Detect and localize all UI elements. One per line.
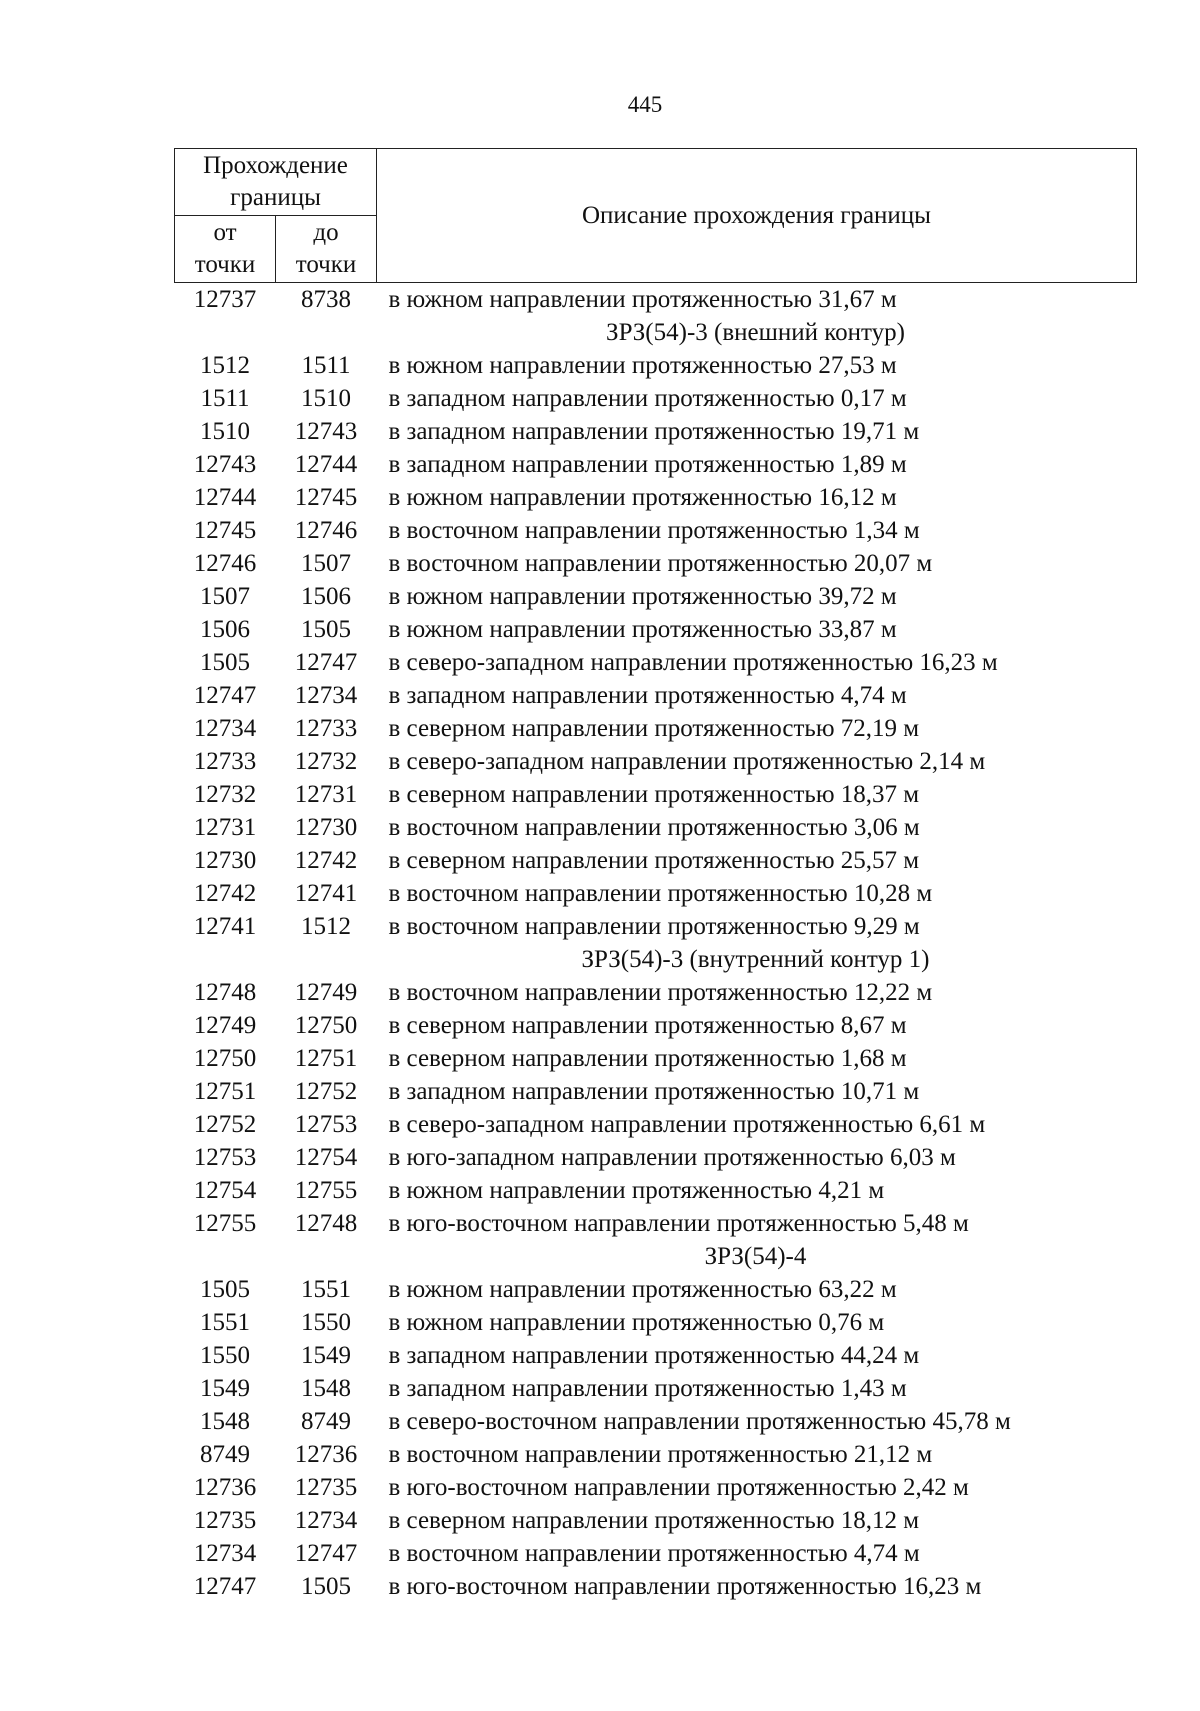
boundary-description: в северо-западном направлении протяженностью 6,61 м bbox=[388, 1111, 986, 1138]
boundary-description: в южном направлении протяженностью 33,87 м bbox=[388, 616, 897, 643]
to-point: 12747 bbox=[294, 649, 358, 676]
from-point: 1505 bbox=[200, 1276, 250, 1303]
table-row bbox=[175, 1009, 1137, 1042]
table-row bbox=[175, 1042, 1137, 1075]
boundary-description: в западном направлении протяженностью 10,71 м bbox=[388, 1078, 920, 1105]
table-row bbox=[175, 1174, 1137, 1207]
from-point: 12744 bbox=[193, 484, 257, 511]
table-row bbox=[175, 1273, 1137, 1306]
to-point: 12752 bbox=[294, 1078, 358, 1105]
from-point: 1512 bbox=[200, 352, 250, 379]
table-row bbox=[175, 1570, 1137, 1603]
from-point: 12753 bbox=[193, 1144, 257, 1171]
from-point: 12730 bbox=[193, 847, 257, 874]
to-point: 12753 bbox=[294, 1111, 358, 1138]
to-point: 12744 bbox=[294, 451, 358, 478]
from-point: 12732 bbox=[193, 781, 257, 808]
boundary-description: в южном направлении протяженностью 39,72 м bbox=[388, 583, 897, 610]
table-row bbox=[175, 415, 1137, 448]
boundary-description: в восточном направлении протяженностью 21,12 м bbox=[388, 1441, 933, 1468]
to-point: 12746 bbox=[294, 517, 358, 544]
page-number: 445 bbox=[627, 92, 663, 117]
table-row bbox=[175, 1207, 1137, 1240]
to-point: 12741 bbox=[294, 880, 358, 907]
table-row bbox=[175, 1438, 1137, 1471]
table-row bbox=[175, 1108, 1137, 1141]
boundary-description: в восточном направлении протяженностью 20,07 м bbox=[388, 550, 933, 577]
from-point: 12734 bbox=[193, 715, 257, 742]
to-point: 12734 bbox=[294, 682, 358, 709]
from-point: 12735 bbox=[193, 1507, 257, 1534]
boundary-description: в северо-западном направлении протяженностью 2,14 м bbox=[388, 748, 986, 775]
to-point: 12733 bbox=[294, 715, 358, 742]
to-header-line2: точки bbox=[295, 251, 357, 278]
boundary-description: в западном направлении протяженностью 19,71 м bbox=[388, 418, 920, 445]
table-row bbox=[175, 1372, 1137, 1405]
from-point: 12733 bbox=[193, 748, 257, 775]
table-row bbox=[175, 1141, 1137, 1174]
to-point: 12755 bbox=[294, 1177, 358, 1204]
from-point: 12748 bbox=[193, 979, 257, 1006]
to-point: 1549 bbox=[301, 1342, 351, 1369]
from-point: 1549 bbox=[200, 1375, 250, 1402]
from-point: 12745 bbox=[193, 517, 257, 544]
from-header-line1: от bbox=[213, 219, 237, 246]
boundary-description: в южном направлении протяженностью 0,76 м bbox=[388, 1309, 885, 1336]
table-body bbox=[175, 283, 1137, 1604]
from-point: 1550 bbox=[200, 1342, 250, 1369]
to-point: 12748 bbox=[294, 1210, 358, 1237]
to-point: 1507 bbox=[301, 550, 351, 577]
table-row bbox=[175, 1405, 1137, 1438]
from-point: 12734 bbox=[193, 1540, 257, 1567]
table-row bbox=[175, 1339, 1137, 1372]
from-point: 12747 bbox=[193, 682, 257, 709]
to-point: 8749 bbox=[301, 1408, 351, 1435]
boundary-description: в восточном направлении протяженностью 12,22 м bbox=[388, 979, 933, 1006]
boundary-description: в восточном направлении протяженностью 3,06 м bbox=[388, 814, 920, 841]
from-point: 12737 bbox=[193, 286, 257, 313]
table-row bbox=[175, 844, 1137, 877]
table-row bbox=[175, 448, 1137, 481]
to-point: 1505 bbox=[301, 616, 351, 643]
section-heading: ЗРЗ(54)-4 bbox=[704, 1243, 807, 1270]
boundary-description: в северном направлении протяженностью 8,67 м bbox=[388, 1012, 907, 1039]
to-point: 1511 bbox=[301, 352, 351, 379]
from-point: 1506 bbox=[200, 616, 250, 643]
to-point: 12749 bbox=[294, 979, 358, 1006]
description-header: Описание прохождения границы bbox=[377, 149, 1137, 283]
from-point: 12741 bbox=[193, 913, 257, 940]
table-row bbox=[175, 745, 1137, 778]
section-heading-row bbox=[175, 1240, 1137, 1273]
from-point: 12731 bbox=[193, 814, 257, 841]
to-point: 12735 bbox=[294, 1474, 358, 1501]
boundary-description: в южном направлении протяженностью 4,21 м bbox=[388, 1177, 885, 1204]
table-row bbox=[175, 1471, 1137, 1504]
from-point: 12742 bbox=[193, 880, 257, 907]
boundary-description: в юго-восточном направлении протяженностью 2,42 м bbox=[388, 1474, 969, 1501]
from-point: 12752 bbox=[193, 1111, 257, 1138]
to-point: 1550 bbox=[301, 1309, 351, 1336]
to-header-line1: до bbox=[313, 219, 339, 246]
to-point: 12754 bbox=[294, 1144, 358, 1171]
table-row bbox=[175, 976, 1137, 1009]
table-row bbox=[175, 382, 1137, 415]
table-row bbox=[175, 613, 1137, 646]
to-point: 12732 bbox=[294, 748, 358, 775]
table-row bbox=[175, 349, 1137, 382]
from-point: 12751 bbox=[193, 1078, 257, 1105]
section-heading: ЗРЗ(54)-3 (внешний контур) bbox=[606, 319, 905, 346]
to-point: 1505 bbox=[301, 1573, 351, 1600]
boundary-description: в северном направлении протяженностью 18,12 м bbox=[388, 1507, 920, 1534]
boundary-description: в западном направлении протяженностью 44,24 м bbox=[388, 1342, 920, 1369]
table-row bbox=[175, 514, 1137, 547]
table-row bbox=[175, 547, 1137, 580]
to-point: 8738 bbox=[301, 286, 351, 313]
from-point-header bbox=[175, 216, 276, 283]
boundary-description: в северо-западном направлении протяженностью 16,23 м bbox=[388, 649, 998, 676]
to-point: 12742 bbox=[294, 847, 358, 874]
to-point: 12730 bbox=[294, 814, 358, 841]
table-row bbox=[175, 1075, 1137, 1108]
to-point: 1506 bbox=[301, 583, 351, 610]
boundary-description: в западном направлении протяженностью 1,43 м bbox=[388, 1375, 907, 1402]
boundary-description: в южном направлении протяженностью 27,53 м bbox=[388, 352, 897, 379]
from-point: 12736 bbox=[193, 1474, 257, 1501]
to-point: 1510 bbox=[301, 385, 351, 412]
table-row bbox=[175, 1504, 1137, 1537]
table-row bbox=[175, 283, 1137, 317]
table-row bbox=[175, 910, 1137, 943]
from-point: 12747 bbox=[193, 1573, 257, 1600]
to-point: 12743 bbox=[294, 418, 358, 445]
table-row bbox=[175, 646, 1137, 679]
boundary-description: в восточном направлении протяженностью 10,28 м bbox=[388, 880, 933, 907]
section-heading: ЗРЗ(54)-3 (внутренний контур 1) bbox=[581, 946, 930, 973]
from-point: 8749 bbox=[200, 1441, 250, 1468]
boundary-description: в северном направлении протяженностью 72,19 м bbox=[388, 715, 920, 742]
table-row bbox=[175, 580, 1137, 613]
to-point: 12734 bbox=[294, 1507, 358, 1534]
from-point: 12749 bbox=[193, 1012, 257, 1039]
section-heading-row bbox=[175, 316, 1137, 349]
boundary-description: в западном направлении протяженностью 4,74 м bbox=[388, 682, 907, 709]
boundary-description: в северном направлении протяженностью 25,57 м bbox=[388, 847, 920, 874]
from-point: 12750 bbox=[193, 1045, 257, 1072]
boundary-description: в восточном направлении протяженностью 4,74 м bbox=[388, 1540, 920, 1567]
table-row bbox=[175, 811, 1137, 844]
boundary-description: в восточном направлении протяженностью 9,29 м bbox=[388, 913, 920, 940]
boundary-description: в северном направлении протяженностью 18,37 м bbox=[388, 781, 920, 808]
from-point: 1507 bbox=[200, 583, 250, 610]
from-point: 1511 bbox=[200, 385, 250, 412]
section-heading-row bbox=[175, 943, 1137, 976]
from-point: 1505 bbox=[200, 649, 250, 676]
boundary-description: в западном направлении протяженностью 0,17 м bbox=[388, 385, 907, 412]
to-point: 12745 bbox=[294, 484, 358, 511]
from-point: 12743 bbox=[193, 451, 257, 478]
boundary-description: в южном направлении протяженностью 63,22 м bbox=[388, 1276, 897, 1303]
table-header bbox=[175, 149, 1137, 283]
boundary-description: в южном направлении протяженностью 16,12 м bbox=[388, 484, 897, 511]
to-point: 12736 bbox=[294, 1441, 358, 1468]
boundary-description: в северном направлении протяженностью 1,68 м bbox=[388, 1045, 907, 1072]
boundary-description: в северо-восточном направлении протяженностью 45,78 м bbox=[388, 1408, 1011, 1435]
from-header-line2: точки bbox=[194, 251, 256, 278]
from-point: 12746 bbox=[193, 550, 257, 577]
from-point: 1548 bbox=[200, 1408, 250, 1435]
boundary-description: в юго-западном направлении протяженностью 6,03 м bbox=[388, 1144, 956, 1171]
boundary-description: в восточном направлении протяженностью 1,34 м bbox=[388, 517, 920, 544]
table-row bbox=[175, 481, 1137, 514]
table-row bbox=[175, 877, 1137, 910]
boundary-description: в юго-восточном направлении протяженностью 5,48 м bbox=[388, 1210, 969, 1237]
to-point: 12731 bbox=[294, 781, 358, 808]
group-header-line2: границы bbox=[230, 184, 321, 211]
table-row bbox=[175, 1537, 1137, 1570]
from-point: 12755 bbox=[193, 1210, 257, 1237]
to-point: 1512 bbox=[301, 913, 351, 940]
to-point: 12747 bbox=[294, 1540, 358, 1567]
to-point: 1548 bbox=[301, 1375, 351, 1402]
boundary-description: в западном направлении протяженностью 1,89 м bbox=[388, 451, 907, 478]
group-header-line1: Прохождение bbox=[203, 152, 348, 179]
to-point: 1551 bbox=[301, 1276, 351, 1303]
from-point: 12754 bbox=[193, 1177, 257, 1204]
table-row bbox=[175, 778, 1137, 811]
from-point: 1510 bbox=[200, 418, 250, 445]
to-point: 12751 bbox=[294, 1045, 358, 1072]
from-point: 1551 bbox=[200, 1309, 250, 1336]
to-point: 12750 bbox=[294, 1012, 358, 1039]
table-row bbox=[175, 1306, 1137, 1339]
to-point-header bbox=[276, 216, 377, 283]
table-row bbox=[175, 679, 1137, 712]
group-header bbox=[175, 149, 377, 216]
boundary-description: в юго-восточном направлении протяженностью 16,23 м bbox=[388, 1573, 982, 1600]
boundary-table bbox=[174, 148, 1137, 1603]
table-row bbox=[175, 712, 1137, 745]
boundary-description: в южном направлении протяженностью 31,67 м bbox=[388, 286, 897, 313]
